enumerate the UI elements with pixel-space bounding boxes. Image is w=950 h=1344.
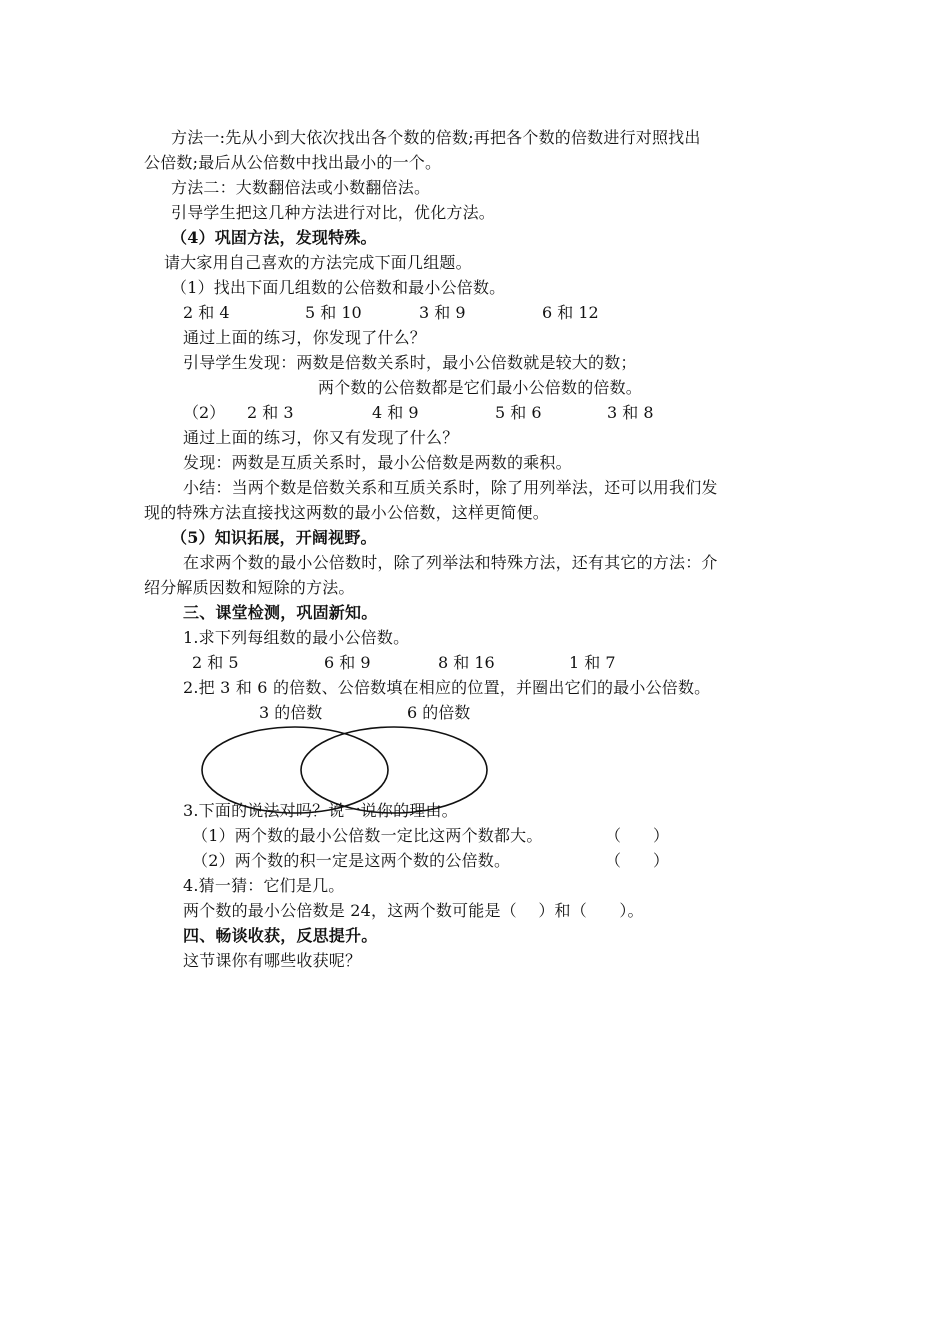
task3-line: 3.下面的说法对吗？说一说你的理由。 [183, 801, 458, 820]
heading-extension: （5）知识拓展，开阔视野。 [171, 528, 377, 547]
exercise1-pair: 5 和 10 [305, 303, 362, 322]
extension-line-1: 在求两个数的最小公倍数时，除了列举法和特殊方法，还有其它的方法：介 [183, 553, 718, 572]
exercise2-pair: 4 和 9 [372, 403, 419, 422]
exercise2-pair: 2 和 3 [247, 403, 294, 422]
guide-find-line: 引导学生发现：两数是倍数关系时，最小公倍数就是较大的数； [183, 353, 637, 372]
exercise1-pair: 6 和 12 [542, 303, 599, 322]
exercise2-label: （2） [183, 403, 226, 422]
task2-line: 2.把 3 和 6 的倍数、公倍数填在相应的位置，并圈出它们的最小公倍数。 [183, 678, 711, 697]
exercise2-pair: 5 和 6 [495, 403, 542, 422]
task1-pair: 2 和 5 [192, 653, 239, 672]
venn-left-label: 3 的倍数 [259, 703, 323, 722]
extension-line-2: 绍分解质因数和短除的方法。 [144, 578, 355, 597]
task3-item1-blank: （ ） [605, 826, 670, 845]
task1-pair: 6 和 9 [324, 653, 371, 672]
task1-line: 1.求下列每组数的最小公倍数。 [183, 628, 410, 647]
method1-line-2: 公倍数;最后从公倍数中找出最小的一个。 [144, 153, 442, 172]
exercise2-pair: 3 和 8 [607, 403, 654, 422]
task4-line: 4.猜一猜：它们是几。 [183, 876, 345, 895]
heading-reflection: 四、畅谈收获，反思提升。 [183, 926, 378, 945]
task1-pair: 8 和 16 [438, 653, 495, 672]
task3-item2: （2）两个数的积一定是这两个数的公倍数。 [192, 851, 511, 870]
summary-line-1: 小结：当两个数是倍数关系和互质关系时，除了用列举法，还可以用我们发 [183, 478, 718, 497]
exercise1-title: （1）找出下面几组数的公倍数和最小公倍数。 [171, 278, 506, 297]
exercise1-pair: 3 和 9 [419, 303, 466, 322]
heading-consolidate: （4）巩固方法，发现特殊。 [171, 228, 377, 247]
exercise1-pair: 2 和 4 [183, 303, 230, 322]
task3-item1: （1）两个数的最小公倍数一定比这两个数都大。 [192, 826, 543, 845]
finding-line: 发现：两数是互质关系时，最小公倍数是两数的乘积。 [183, 453, 572, 472]
intro-groups-line: 请大家用自己喜欢的方法完成下面几组题。 [164, 253, 472, 272]
guide-find-line-2: 两个数的公倍数都是它们最小公倍数的倍数。 [318, 378, 643, 397]
question2-line: 通过上面的练习，你又有发现了什么？ [183, 428, 459, 447]
task1-pair: 1 和 7 [569, 653, 616, 672]
task3-item2-blank: （ ） [605, 851, 670, 870]
method2-line: 方法二：大数翻倍法或小数翻倍法。 [171, 178, 431, 197]
question1-line: 通过上面的练习，你发现了什么？ [183, 328, 427, 347]
compare-line: 引导学生把这几种方法进行对比，优化方法。 [171, 203, 496, 222]
venn-right-label: 6 的倍数 [407, 703, 471, 722]
method1-line-1: 方法一:先从小到大依次找出各个数的倍数;再把各个数的倍数进行对照找出 [171, 128, 701, 147]
summary-line-2: 现的特殊方法直接找这两数的最小公倍数，这样更简便。 [144, 503, 550, 522]
closing-question: 这节课你有哪些收获呢？ [183, 951, 362, 970]
task4-text: 两个数的最小公倍数是 24，这两个数可能是（ ）和（ ）。 [183, 901, 644, 920]
heading-classroom-test: 三、课堂检测，巩固新知。 [183, 603, 378, 622]
